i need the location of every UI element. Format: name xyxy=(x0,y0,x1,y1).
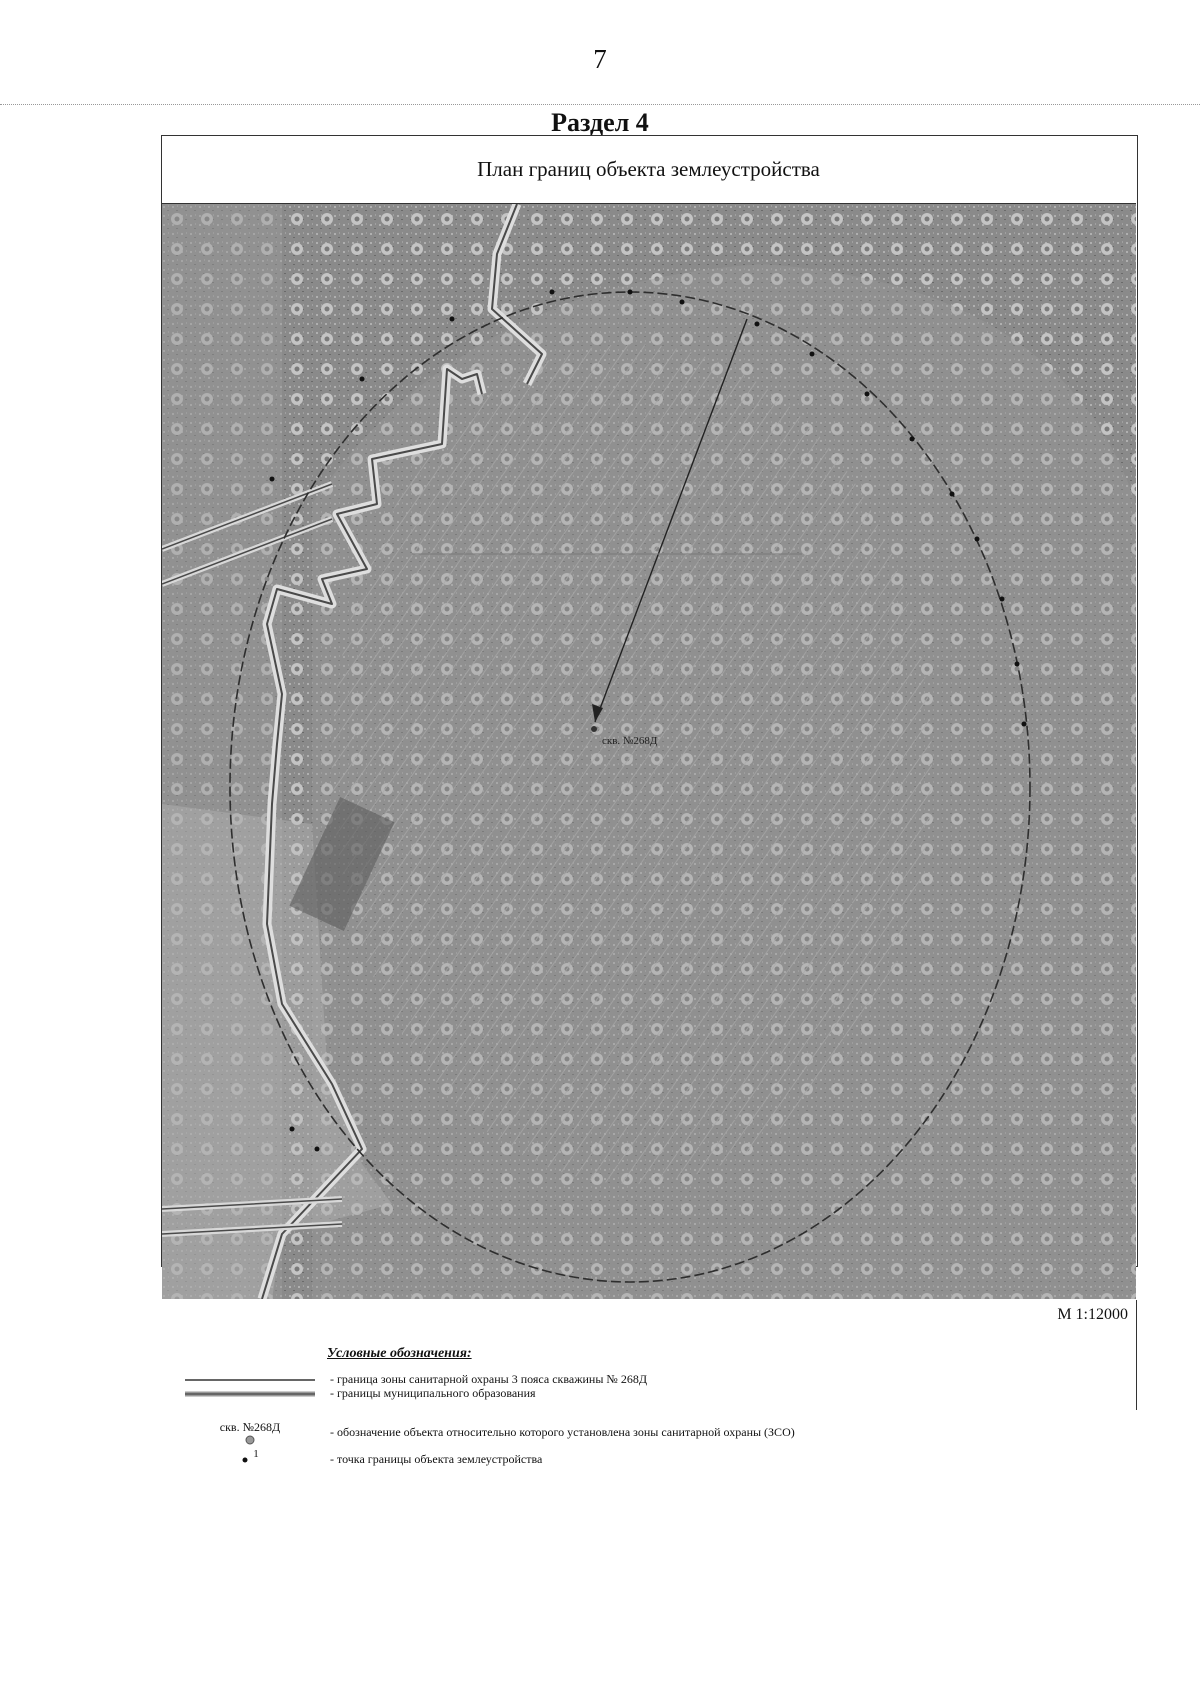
boundary-point-icon: 1 xyxy=(170,1454,330,1466)
page-number: 7 xyxy=(593,44,607,74)
map-view[interactable] xyxy=(162,204,1136,1299)
header-rule xyxy=(0,104,1200,105)
map-canvas xyxy=(162,204,1136,1299)
scale-label: М 1:12000 xyxy=(1057,1306,1128,1323)
legend-item: скв. №268Д - обозначение объекта относительно которого установлена зоны санитарной охраны (ЗСО) xyxy=(170,1420,795,1445)
legend-item: - границы муниципального образования xyxy=(170,1386,536,1401)
legend-item: 1 - точка границы объекта землеустройства xyxy=(170,1452,542,1467)
section-title: Раздел 4 xyxy=(551,108,649,137)
legend-frame-line xyxy=(1136,1300,1137,1410)
well-icon: скв. №268Д xyxy=(170,1420,330,1445)
plan-title: План границ объекта землеустройства xyxy=(161,135,1136,204)
legend-item: - граница зоны санитарной охраны 3 пояса скважины № 268Д xyxy=(170,1372,647,1387)
boundary-line-icon xyxy=(170,1376,330,1384)
well-label: скв. №268Д xyxy=(602,735,658,747)
legend-title: Условные обозначения: xyxy=(327,1346,472,1361)
municipal-boundary-icon xyxy=(170,1390,330,1398)
